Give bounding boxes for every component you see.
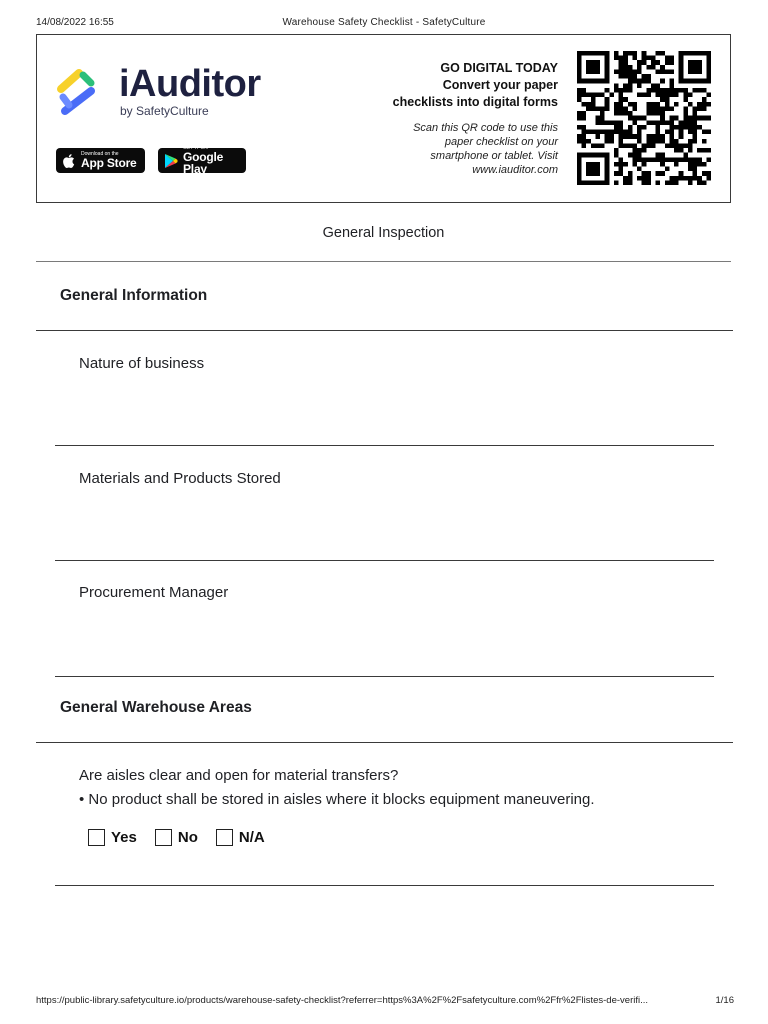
section-title: General Inspection (322, 225, 445, 241)
source-url: https://public-library.safetyculture.io/products/warehouse-safety-checklist?referrer=https%3A%2F%2Fsafetyculture.com%2Ffr%2Flistes-de-verifi... (36, 995, 649, 1006)
promo-line-2: checklists into digital forms (392, 95, 558, 109)
brand-subtitle: by SafetyCulture (120, 104, 209, 118)
promo-title: GO DIGITAL TODAY (440, 61, 558, 75)
google-play-small-text: GET IT ON (183, 145, 208, 151)
section-header (36, 216, 731, 262)
field-label-materials-products: Materials and Products Stored (79, 470, 281, 487)
brand-name: iAuditor (119, 63, 261, 105)
qr-instructions-line-4: www.iauditor.com (472, 164, 558, 176)
promo-banner (36, 34, 731, 203)
option-yes[interactable] (88, 829, 137, 846)
qr-instructions-line-3: smartphone or tablet. Visit (430, 150, 558, 162)
yes-checkbox[interactable] (88, 829, 105, 846)
option-na[interactable] (216, 829, 265, 846)
google-play-badge[interactable] (158, 145, 246, 176)
no-label: No (177, 829, 198, 846)
divider (55, 885, 714, 886)
app-store-small-text: Download on the (81, 151, 119, 157)
apple-icon (62, 153, 76, 169)
answer-line[interactable] (55, 676, 714, 677)
promo-line-1: Convert your paper (442, 78, 558, 92)
field-label-procurement-manager: Procurement Manager (79, 584, 229, 601)
option-no[interactable] (155, 829, 198, 846)
qr-instructions (388, 121, 558, 177)
qr-instructions-line-2: paper checklist on your (444, 136, 558, 148)
app-store-badge[interactable] (56, 148, 145, 173)
no-checkbox[interactable] (155, 829, 172, 846)
qr-code-icon (575, 51, 713, 185)
group-heading-warehouse-areas: General Warehouse Areas (60, 699, 252, 716)
yes-label: Yes (111, 829, 137, 846)
print-document-title: Warehouse Safety Checklist - SafetyCulture (282, 17, 486, 28)
promo-text (393, 60, 558, 111)
group-heading-general-information: General Information (60, 287, 208, 304)
qr-instructions-line-1: Scan this QR code to use this (413, 122, 558, 134)
print-header (0, 17, 768, 31)
question-aisles-clear: Are aisles clear and open for material transfers? (79, 767, 399, 784)
print-footer (0, 995, 768, 1009)
question-note: • No product shall be stored in aisles where it blocks equipment maneuvering. (79, 791, 595, 808)
na-label: N/A (238, 829, 265, 846)
answer-line[interactable] (55, 445, 714, 446)
print-date: 14/08/2022 16:55 (36, 17, 114, 28)
iauditor-logo-icon (55, 69, 109, 119)
divider (36, 330, 733, 331)
answer-line[interactable] (55, 560, 714, 561)
page-number: 1/16 (715, 995, 734, 1006)
google-play-icon (164, 153, 178, 169)
google-play-label: Google Play (183, 150, 224, 176)
app-store-label: App Store (81, 156, 137, 170)
field-label-nature-of-business: Nature of business (79, 355, 205, 372)
na-checkbox[interactable] (216, 829, 233, 846)
answer-options (88, 829, 283, 846)
divider (36, 742, 733, 743)
